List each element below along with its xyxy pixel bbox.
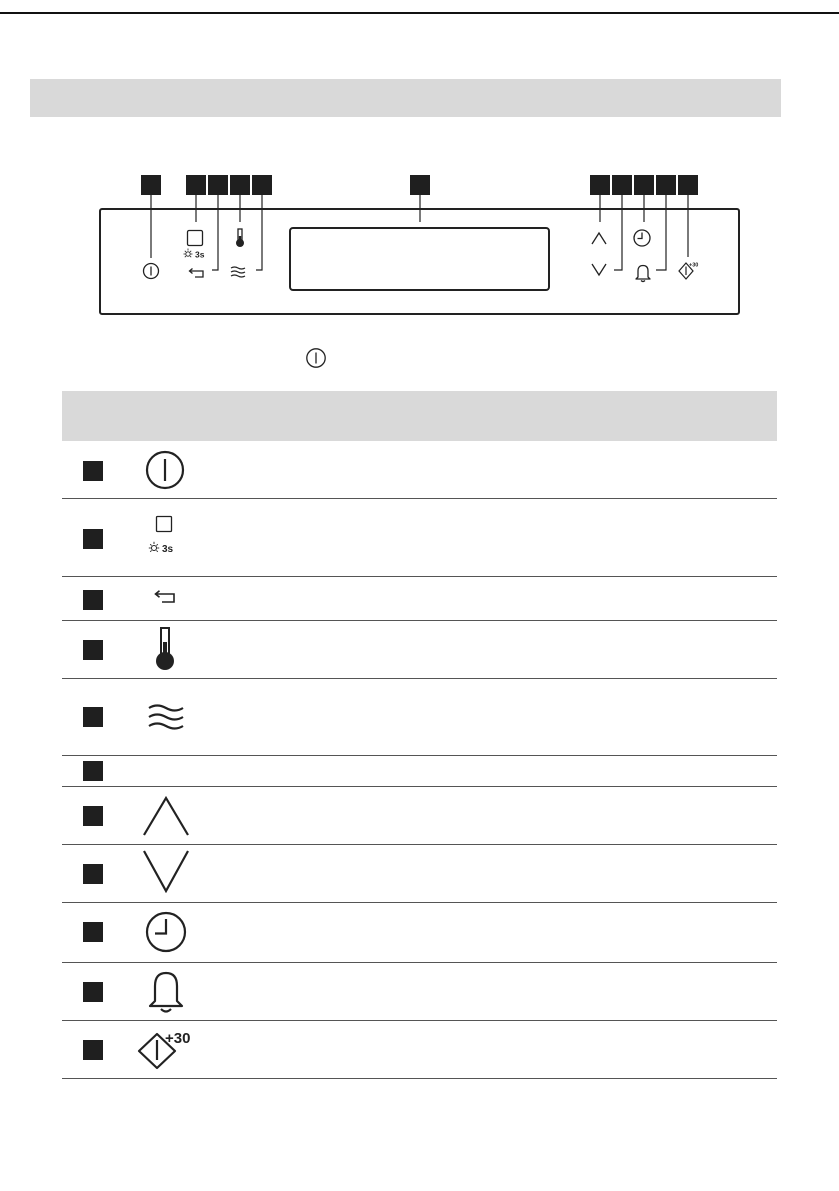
clock-icon[interactable] xyxy=(632,228,652,248)
steam-waves-icon xyxy=(148,703,184,731)
table-row xyxy=(62,577,777,621)
table-row xyxy=(62,621,777,679)
table-row xyxy=(62,787,777,845)
back-arrow-icon[interactable] xyxy=(186,268,206,280)
leader-lines xyxy=(0,0,839,400)
table-row xyxy=(62,1021,777,1079)
on-off-icon[interactable] xyxy=(142,262,160,280)
row-callout xyxy=(83,1040,103,1060)
light-hold-label: 3s xyxy=(195,249,205,260)
table-row xyxy=(62,963,777,1021)
row-callout xyxy=(83,529,103,549)
row-callout xyxy=(83,806,103,826)
table-row xyxy=(62,441,777,499)
on-off-icon xyxy=(140,449,186,491)
row-callout xyxy=(83,761,103,781)
back-arrow-icon xyxy=(150,590,178,606)
row-callout xyxy=(83,640,103,660)
up-arrow-icon[interactable] xyxy=(590,230,608,246)
row-callout xyxy=(83,982,103,1002)
row-callout xyxy=(83,461,103,481)
row-callout xyxy=(83,922,103,942)
down-arrow-icon[interactable] xyxy=(590,262,608,278)
plus-30-icon[interactable] xyxy=(676,260,702,282)
bell-icon[interactable] xyxy=(634,263,652,283)
table-row xyxy=(62,499,777,577)
svg-text:+30: +30 xyxy=(689,262,699,269)
plus-30-label: +30 xyxy=(165,1030,191,1047)
row-callout xyxy=(83,864,103,884)
clock-icon xyxy=(144,910,188,954)
table-header xyxy=(62,391,777,441)
up-arrow-icon xyxy=(142,795,190,837)
light-square-icon[interactable] xyxy=(186,229,204,247)
row-callout xyxy=(83,707,103,727)
steam-waves-icon[interactable] xyxy=(230,265,246,279)
thermometer-icon[interactable] xyxy=(234,228,246,248)
down-arrow-icon xyxy=(142,849,190,893)
light-square-icon xyxy=(155,515,173,533)
light-hold-icon xyxy=(183,248,211,260)
table-row xyxy=(62,903,777,963)
table-row xyxy=(62,679,777,756)
plus-30-icon xyxy=(136,1027,198,1073)
row-light-hold-label: 3s xyxy=(162,544,174,555)
table-row xyxy=(62,756,777,787)
table-row xyxy=(62,845,777,903)
thermometer-icon xyxy=(154,626,176,672)
row-callout xyxy=(83,590,103,610)
note-on-off-icon xyxy=(305,347,327,374)
light-hold-icon xyxy=(148,541,184,555)
bell-icon xyxy=(146,969,186,1015)
